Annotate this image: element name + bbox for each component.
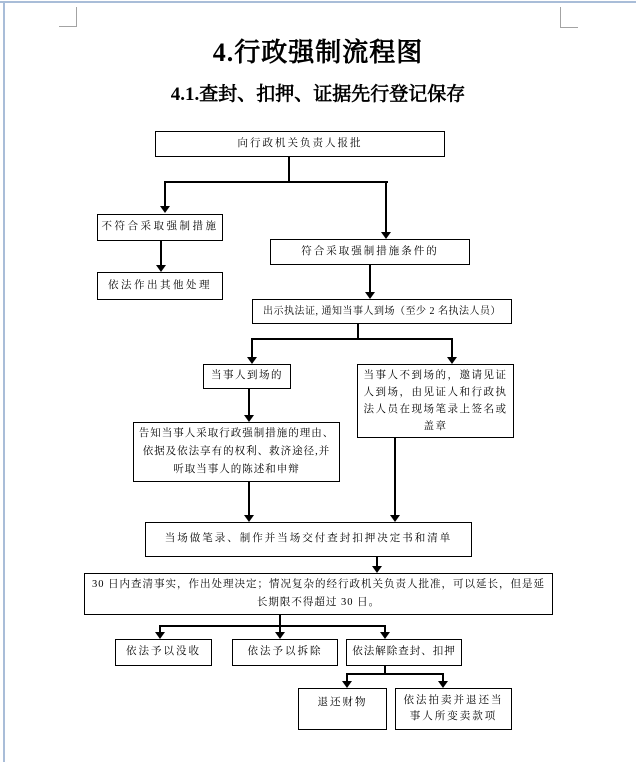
connector-line	[451, 338, 453, 358]
arrowhead-down-icon	[244, 415, 254, 422]
connector-line	[164, 181, 166, 207]
arrowhead-down-icon	[247, 357, 257, 364]
arrowhead-down-icon	[275, 632, 285, 639]
connector-line	[251, 338, 453, 340]
connector-line	[248, 389, 250, 416]
arrowhead-down-icon	[438, 681, 448, 688]
arrowhead-down-icon	[380, 632, 390, 639]
flow-node-lift-seizure: 依法解除查封、扣押	[346, 639, 462, 666]
page-subtitle: 4.1.查封、扣押、证据先行登记保存	[170, 84, 466, 105]
arrowhead-down-icon	[244, 515, 254, 522]
arrowhead-down-icon	[447, 357, 457, 364]
arrowhead-down-icon	[155, 632, 165, 639]
flow-node-handle-otherwise: 依法作出其他处理	[97, 272, 223, 300]
connector-line	[385, 181, 387, 233]
flow-node-meet-conditions: 符合采取强制措施条件的	[270, 239, 470, 265]
arrowhead-down-icon	[156, 265, 166, 272]
connector-line	[160, 241, 162, 267]
margin-corner-mark-top-left	[59, 7, 77, 27]
connector-line	[394, 438, 396, 516]
arrowhead-down-icon	[381, 232, 391, 239]
arrowhead-down-icon	[365, 292, 375, 299]
flow-node-thirty-days: 30 日内查清事实，作出处理决定；情况复杂的经行政机关负责人批准，可以延长，但是延长期限不得超过 30 日。	[84, 573, 553, 615]
arrowhead-down-icon	[342, 681, 352, 688]
flow-node-onsite-record: 当场做笔录、制作并当场交付查封扣押决定书和清单	[145, 522, 472, 557]
connector-line	[251, 338, 253, 358]
flow-node-auction-refund: 依法拍卖并退还当事人所变卖款项	[395, 688, 512, 730]
page-top-edge	[0, 1, 636, 3]
page-title: 4.行政强制流程图	[212, 38, 424, 67]
flow-node-party-present: 当事人到场的	[203, 364, 291, 389]
flow-node-report-approval: 向行政机关负责人报批	[155, 131, 445, 157]
flow-node-show-certificate: 出示执法证, 通知当事人到场（至少 2 名执法人员）	[252, 299, 512, 324]
connector-line	[346, 673, 444, 675]
flow-node-return-property: 退还财物	[298, 688, 387, 730]
connector-line	[159, 625, 386, 627]
connector-line	[164, 181, 388, 183]
arrowhead-down-icon	[372, 566, 382, 573]
flow-node-inform-rights: 告知当事人采取行政强制措施的理由、依据及依法享有的权利、救济途径,并听取当事人的陈述和申辩	[133, 422, 340, 482]
connector-line	[369, 265, 371, 293]
arrowhead-down-icon	[160, 206, 170, 213]
arrowhead-down-icon	[390, 515, 400, 522]
connector-line	[288, 157, 290, 182]
connector-line	[248, 482, 250, 516]
flow-node-demolish: 依法予以拆除	[232, 639, 338, 666]
flow-node-party-absent: 当事人不到场的，邀请见证人到场，由见证人和行政执法人员在现场笔录上签名或盖章	[357, 364, 514, 438]
margin-corner-mark-top-right	[560, 7, 578, 28]
flow-node-not-meet-conditions: 不符合采取强制措施	[97, 214, 223, 241]
page-left-edge	[3, 1, 5, 762]
flow-node-confiscate: 依法予以没收	[115, 639, 212, 666]
